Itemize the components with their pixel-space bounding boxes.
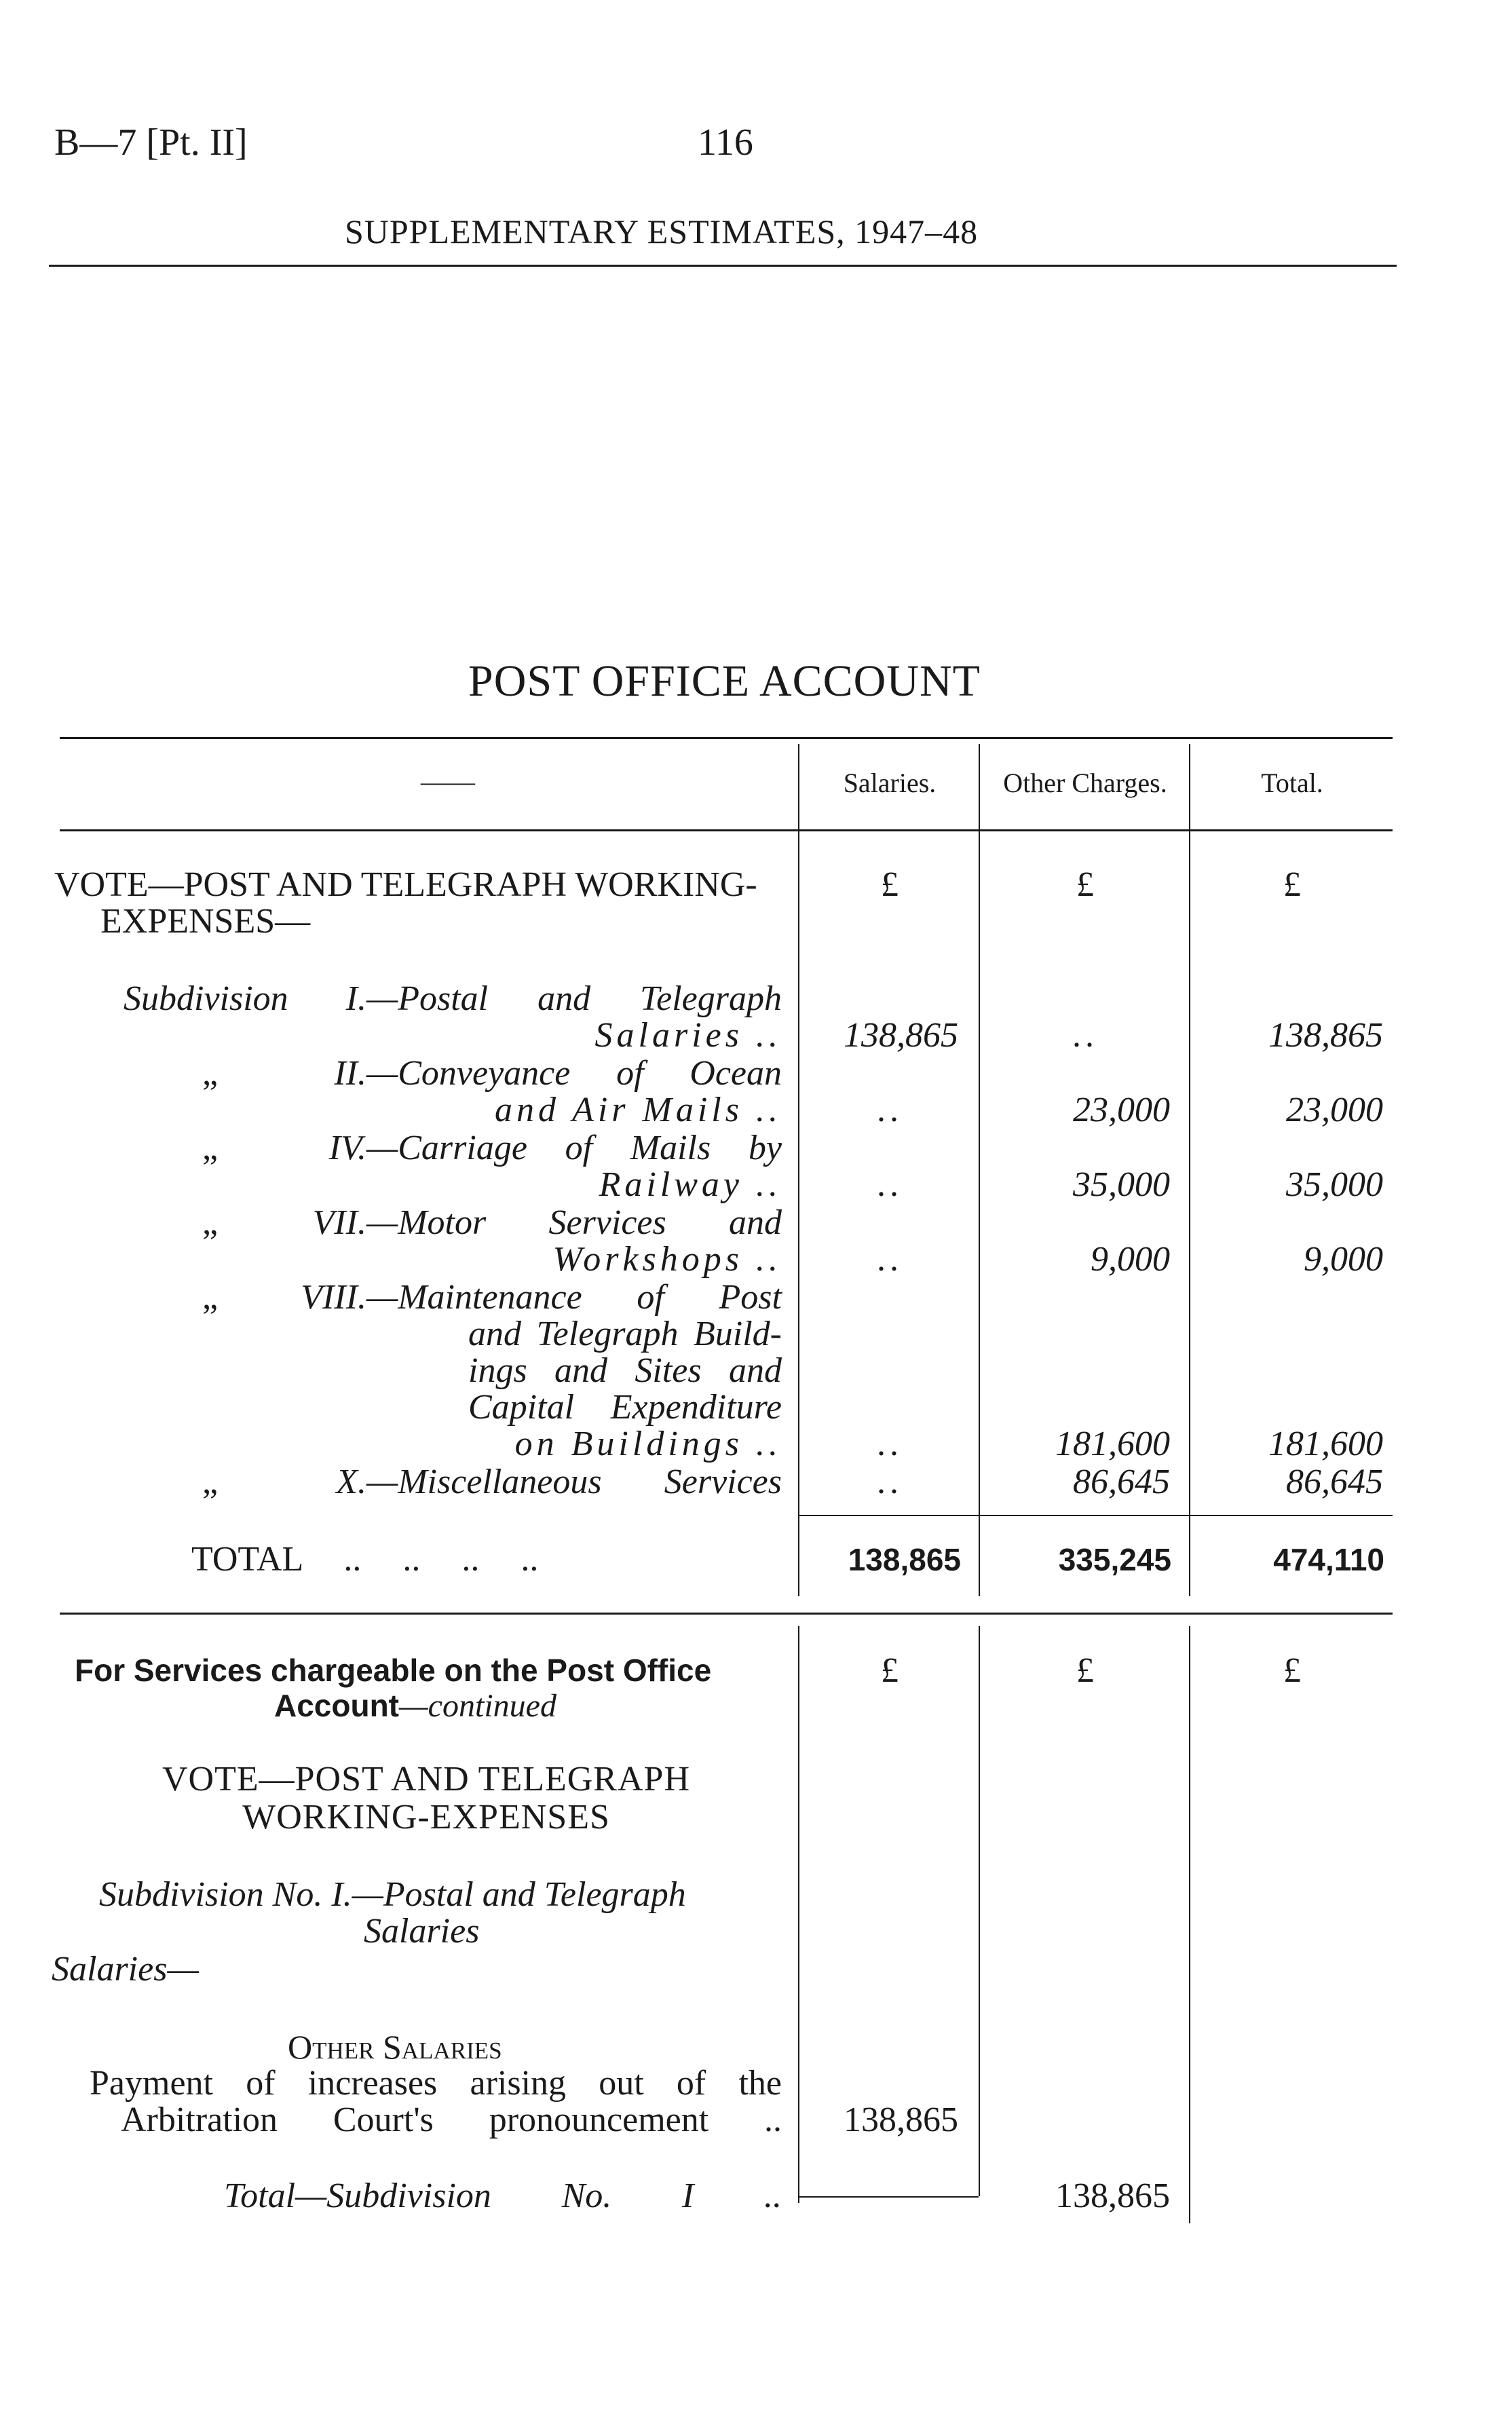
t2-col-divider-3 xyxy=(1189,1626,1190,2223)
row-I-desc-2: Salaries .. xyxy=(594,1016,782,1055)
payment-line1: Payment of increases arising out of the xyxy=(90,2064,782,2103)
vote-title-line2: EXPENSES— xyxy=(100,902,311,941)
t2-col-divider-2 xyxy=(979,1626,980,2196)
t2-currency-other: £ xyxy=(1076,1651,1094,1690)
row-IV-num: IV. xyxy=(328,1129,366,1167)
row-VIII-desc-5: on Buildings .. xyxy=(514,1425,782,1463)
row-VII-desc-1: —Motor Services and xyxy=(366,1203,782,1242)
row-II-other: 23,000 xyxy=(1073,1091,1170,1129)
row-I-desc-1: —Postal and Telegraph xyxy=(366,979,782,1018)
row-IV-other: 35,000 xyxy=(1073,1165,1170,1204)
chargeable-heading-line1: For Services chargeable on the Post Office xyxy=(75,1653,712,1688)
row-VIII-desc-2: and Telegraph Build- xyxy=(468,1315,782,1353)
row-VIII-num: VIII. xyxy=(301,1278,366,1317)
row-X-num: X. xyxy=(336,1463,366,1501)
row-VIII-other: 181,600 xyxy=(1055,1425,1170,1463)
table1-header-rule xyxy=(60,829,1393,831)
row-I-num: I. xyxy=(345,979,366,1018)
row-II-salaries: .. xyxy=(877,1091,903,1129)
chargeable-heading-account: Account xyxy=(274,1688,399,1723)
currency-other: £ xyxy=(1076,865,1094,904)
t2-subdivision-line1: Subdivision No. I.—Postal and Telegraph xyxy=(99,1875,686,1914)
t2-subdivision-line2: Salaries xyxy=(364,1912,480,1951)
t2-salaries-label: Salaries— xyxy=(52,1950,199,1989)
row-X-salaries: .. xyxy=(877,1463,903,1501)
row-II-total: 23,000 xyxy=(1286,1091,1383,1129)
row-I-total: 138,865 xyxy=(1268,1016,1383,1055)
t2-total-amount: 138,865 xyxy=(1055,2177,1170,2215)
total-total: 474,110 xyxy=(1273,1542,1384,1577)
row-I-salaries: 138,865 xyxy=(844,1016,958,1055)
other-salaries-heading: Other Salaries xyxy=(288,2028,502,2066)
currency-total: £ xyxy=(1283,865,1301,904)
row-II-desc-1: —Conveyance of Ocean xyxy=(366,1054,782,1093)
t2-vote-line1: VOTE—POST AND TELEGRAPH xyxy=(162,1760,690,1799)
row-II-desc-2: and Air Mails .. xyxy=(495,1091,782,1129)
row-IV-desc-2: Railway .. xyxy=(599,1165,782,1204)
ditto-mark-VIII: „ xyxy=(202,1278,219,1317)
ditto-mark-X: „ xyxy=(202,1463,219,1501)
col-header-salaries: Salaries. xyxy=(843,768,937,798)
col-divider-2 xyxy=(979,744,980,1596)
row-VIII-desc-4: Capital Expenditure xyxy=(468,1388,782,1427)
row-VII-desc-2: Workshops .. xyxy=(552,1240,782,1279)
col-header-other: Other Charges. xyxy=(1003,768,1167,798)
col-header-total: Total. xyxy=(1261,768,1323,798)
total-other: 335,245 xyxy=(1058,1542,1171,1577)
total-rule xyxy=(798,1515,1393,1516)
stub-header: —— xyxy=(421,766,475,797)
row-VII-other: 9,000 xyxy=(1091,1240,1170,1279)
row-VIII-desc-1: —Maintenance of Post xyxy=(366,1278,782,1317)
ditto-mark-VII: „ xyxy=(202,1203,219,1242)
ditto-mark-IV: „ xyxy=(202,1129,219,1167)
t2-salaries-total-rule xyxy=(798,2196,979,2198)
row-VII-total: 9,000 xyxy=(1304,1240,1383,1279)
row-VIII-total: 181,600 xyxy=(1268,1425,1383,1463)
row-II-num: II. xyxy=(334,1054,366,1093)
table1-top-rule xyxy=(60,737,1393,739)
row-X-desc-1: —Miscellaneous Services xyxy=(366,1463,782,1501)
vote-title-line1: VOTE—POST AND TELEGRAPH WORKING- xyxy=(54,865,757,904)
subdivision-label: Subdivision xyxy=(124,979,288,1018)
section-title: POST OFFICE ACCOUNT xyxy=(468,656,981,706)
row-VII-num: VII. xyxy=(312,1203,366,1242)
header-rule xyxy=(49,265,1397,267)
row-VII-salaries: .. xyxy=(877,1240,903,1279)
t2-col-divider-1 xyxy=(798,1626,799,2203)
payment-line2: Arbitration Court's pronouncement .. xyxy=(121,2101,782,2139)
t2-vote-line2: WORKING-EXPENSES xyxy=(242,1798,610,1837)
table1-bottom-rule xyxy=(60,1613,1393,1615)
row-X-total: 86,645 xyxy=(1286,1463,1383,1501)
currency-salaries: £ xyxy=(881,865,899,904)
row-X-other: 86,645 xyxy=(1073,1463,1170,1501)
ditto-mark-II: „ xyxy=(202,1054,219,1093)
col-divider-3 xyxy=(1189,744,1190,1596)
page-ref: B—7 [Pt. II] xyxy=(54,121,248,164)
t2-currency-salaries: £ xyxy=(881,1651,899,1690)
row-VIII-salaries: .. xyxy=(877,1425,903,1463)
t2-total-label: Total—Subdivision No. I .. xyxy=(224,2177,782,2215)
row-I-other: .. xyxy=(1072,1016,1098,1055)
running-title: SUPPLEMENTARY ESTIMATES, 1947–48 xyxy=(345,212,979,250)
col-divider-1 xyxy=(798,744,799,1596)
chargeable-heading-line2 xyxy=(274,1687,556,1725)
page-number: 116 xyxy=(698,121,753,164)
row-VIII-desc-3: ings and Sites and xyxy=(468,1351,782,1390)
row-IV-desc-1: —Carriage of Mails by xyxy=(366,1129,782,1167)
t2-currency-total: £ xyxy=(1283,1651,1301,1690)
chargeable-heading-continued: —continued xyxy=(399,1688,556,1724)
total-salaries: 138,865 xyxy=(848,1542,961,1577)
row-IV-total: 35,000 xyxy=(1286,1165,1383,1204)
payment-amount: 138,865 xyxy=(844,2101,958,2139)
total-label: TOTAL .. .. .. .. xyxy=(191,1540,539,1579)
row-IV-salaries: .. xyxy=(877,1165,903,1204)
